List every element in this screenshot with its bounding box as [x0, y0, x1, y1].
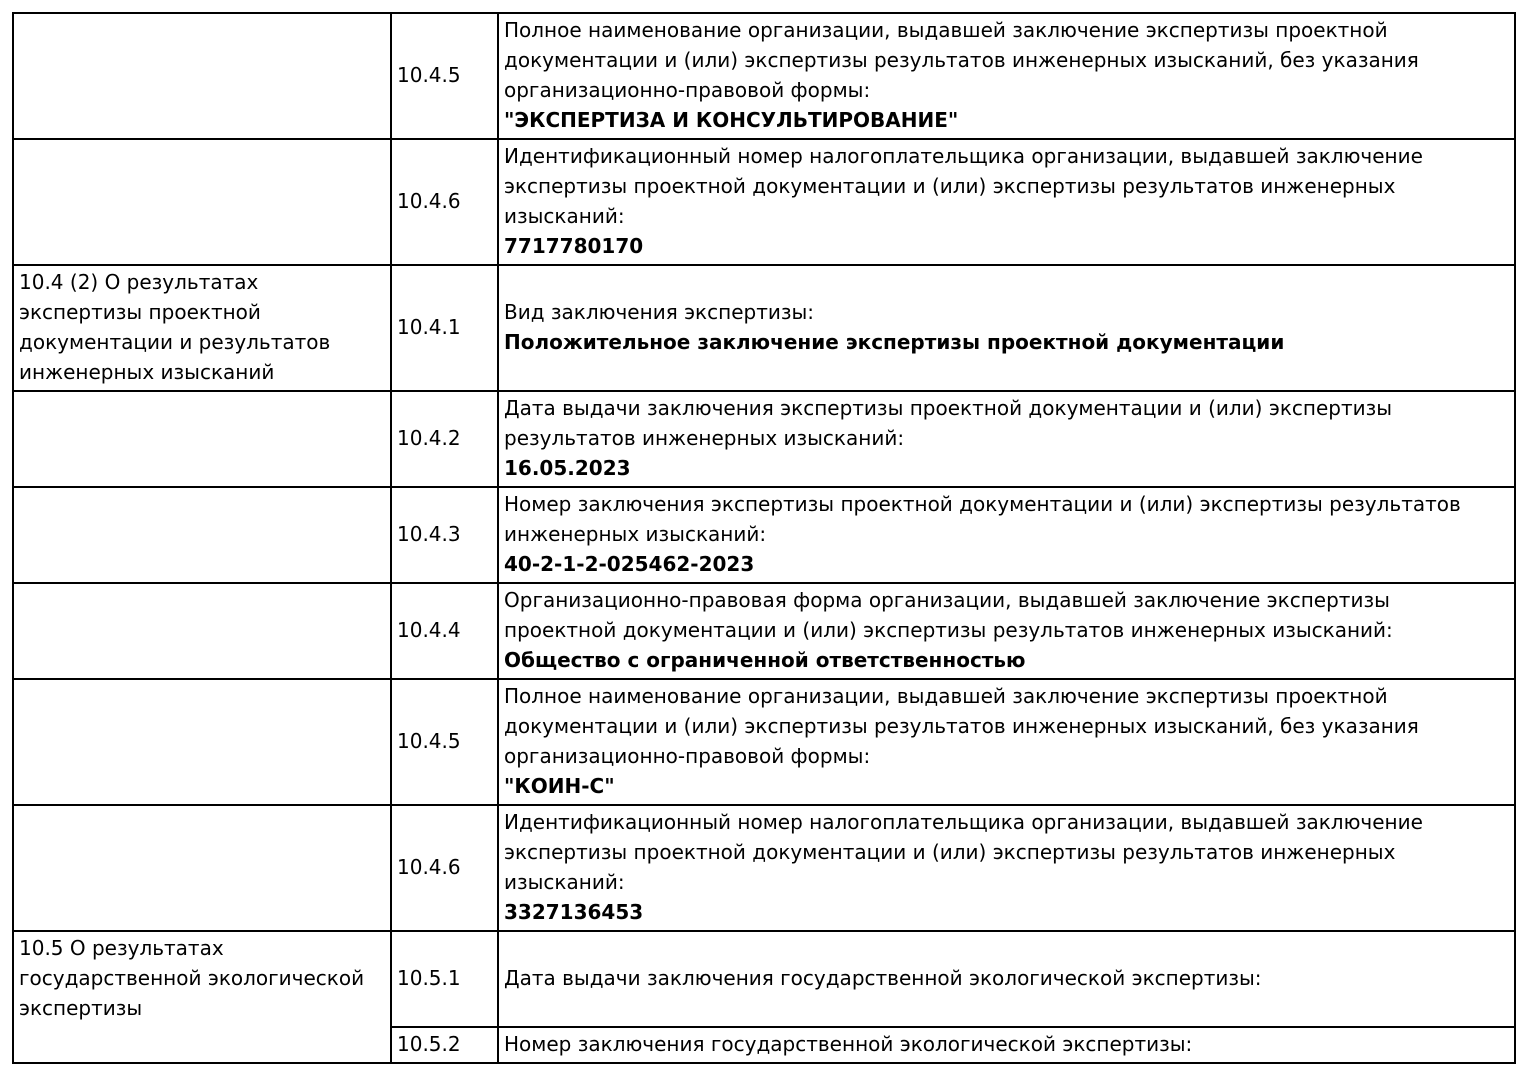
- item-content-cell: [498, 265, 1515, 391]
- table-body: [13, 13, 1515, 1063]
- item-content-cell: [498, 13, 1515, 139]
- item-value: 16.05.2023: [504, 456, 631, 480]
- section-title-cell: [13, 583, 391, 679]
- table-row: [13, 487, 1515, 583]
- item-content-cell: [498, 1027, 1515, 1063]
- table-row: [13, 391, 1515, 487]
- table-row: [13, 805, 1515, 931]
- item-number-cell: 10.4.5: [391, 13, 498, 139]
- item-number-cell: 10.4.4: [391, 583, 498, 679]
- item-number-cell: 10.4.5: [391, 679, 498, 805]
- item-content-cell: [498, 391, 1515, 487]
- item-value: "ЭКСПЕРТИЗА И КОНСУЛЬТИРОВАНИЕ": [504, 108, 959, 132]
- table-row: [13, 679, 1515, 805]
- section-title-cell: [13, 13, 391, 139]
- section-title-cell: 10.5 О результатах государственной экологической экспертизы: [13, 931, 391, 1063]
- item-value: "КОИН-С": [504, 774, 615, 798]
- item-label: Организационно-правовая форма организации, выдавшей заключение экспертизы проектной документации и (или) экспертизы результатов инженерных изысканий:: [504, 588, 1393, 642]
- item-number-cell: 10.4.2: [391, 391, 498, 487]
- item-value: Общество с ограниченной ответственностью: [504, 648, 1026, 672]
- section-title-cell: [13, 679, 391, 805]
- item-label: Полное наименование организации, выдавшей заключение экспертизы проектной документации и (или) экспертизы результатов инженерных изысканий, без указания организационно-правовой формы:: [504, 18, 1419, 102]
- item-value: 3327136453: [504, 900, 644, 924]
- item-content-cell: [498, 931, 1515, 1027]
- item-content-cell: [498, 679, 1515, 805]
- item-content-cell: [498, 805, 1515, 931]
- item-value: Положительное заключение экспертизы проектной документации: [504, 330, 1285, 354]
- item-label: Идентификационный номер налогоплательщика организации, выдавшей заключение экспертизы проектной документации и (или) экспертизы результатов инженерных изысканий:: [504, 144, 1423, 228]
- item-number-cell: 10.4.1: [391, 265, 498, 391]
- item-label: Вид заключения экспертизы:: [504, 300, 815, 324]
- table-row: [13, 139, 1515, 265]
- item-number-cell: 10.4.6: [391, 139, 498, 265]
- section-title-cell: [13, 487, 391, 583]
- item-number-cell: 10.5.2: [391, 1027, 498, 1063]
- item-label: Полное наименование организации, выдавшей заключение экспертизы проектной документации и (или) экспертизы результатов инженерных изысканий, без указания организационно-правовой формы:: [504, 684, 1419, 768]
- item-value: 40-2-1-2-025462-2023: [504, 552, 755, 576]
- section-title-cell: [13, 805, 391, 931]
- item-content-cell: [498, 487, 1515, 583]
- item-content-cell: [498, 583, 1515, 679]
- table-row: [13, 13, 1515, 139]
- item-number-cell: 10.4.6: [391, 805, 498, 931]
- item-label: Дата выдачи заключения государственной экологической экспертизы:: [504, 966, 1262, 990]
- item-label: Номер заключения государственной экологической экспертизы:: [504, 1032, 1193, 1056]
- item-number-cell: 10.5.1: [391, 931, 498, 1027]
- item-label: Идентификационный номер налогоплательщика организации, выдавшей заключение экспертизы проектной документации и (или) экспертизы результатов инженерных изысканий:: [504, 810, 1423, 894]
- table-row: [13, 931, 1515, 1027]
- item-label: Номер заключения экспертизы проектной документации и (или) экспертизы результатов инженерных изысканий:: [504, 492, 1461, 546]
- section-title-cell: [13, 391, 391, 487]
- project-declaration-table: [12, 12, 1516, 1064]
- table-row: [13, 265, 1515, 391]
- table-row: [13, 583, 1515, 679]
- item-label: Дата выдачи заключения экспертизы проектной документации и (или) экспертизы результатов инженерных изысканий:: [504, 396, 1393, 450]
- item-content-cell: [498, 139, 1515, 265]
- item-number-cell: 10.4.3: [391, 487, 498, 583]
- section-title-cell: [13, 139, 391, 265]
- item-value: 7717780170: [504, 234, 644, 258]
- section-title-cell: 10.4 (2) О результатах экспертизы проектной документации и результатов инженерных изысканий: [13, 265, 391, 391]
